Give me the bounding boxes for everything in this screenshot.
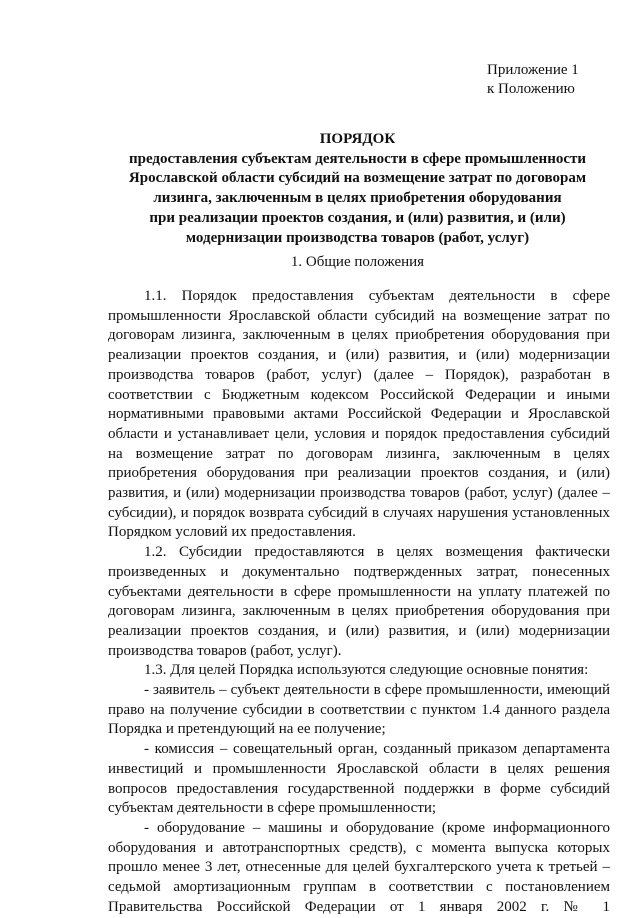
paragraph-1-2: 1.2. Субсидии предоставляются в целях возмещения фактически произведенных и документально подтвержденных затрат, понесенных субъектами деятельности в сфере промышленности на уплату платежей по договорам лизинга, заключенным в целях приобретения оборудования при реализации проектов создания, и (или) развития, и (или) модернизации производства товаров (работ, услуг).	[108, 544, 610, 659]
title-line: модернизации производства товаров (работ, услуг)	[185, 229, 530, 246]
document-title	[100, 130, 615, 248]
document-body	[108, 287, 610, 918]
paragraph-1-1: 1.1. Порядок предоставления субъектам деятельности в сфере промышленности Ярославской области субсидий на возмещение затрат по договорам лизинга, заключенным в целях приобретения оборудования при реализации проектов создания, и (или) развития, и (или) модернизации производства товаров (работ, услуг) (далее – Порядок), разработан в соответствии с Бюджетным кодексом Российской Федерации и иными нормативными правовыми актами Российской Федерации и Ярославской области и устанавливает цели, условия и порядок предоставления субсидий на возмещение затрат по договорам лизинга, заключенным в целях приобретения оборудования при реализации проектов создания, и (или) развития, и (или) модернизации производства товаров (работ, услуг) (далее – субсидии), и порядок возврата субсидий в случаях нарушения установленных Порядком условий их предоставления.	[108, 288, 610, 541]
paragraph-1-3: 1.3. Для целей Порядка используются следующие основные понятия:	[144, 662, 589, 679]
title-line: при реализации проектов создания, и (или) развития, и (или)	[149, 209, 566, 226]
title-line: Ярославской области субсидий на возмещение затрат по договорам	[128, 170, 587, 187]
title-line: предоставления субъектам деятельности в сфере промышленности	[128, 150, 587, 167]
title-heading: ПОРЯДОК	[319, 131, 396, 147]
appendix-line-1: Приложение 1	[487, 62, 579, 78]
definition-commission: - комиссия – совещательный орган, созданный приказом департамента инвестиций и промышленности Ярославской области в целях решения вопросов предоставления государственной поддержки в форме субсидий субъектам деятельности в сфере промышленности;	[108, 741, 610, 817]
section-heading: 1. Общие положения	[290, 254, 425, 270]
definition-applicant: - заявитель – субъект деятельности в сфере промышленности, имеющий право на получение субсидии в соответствии с пунктом 1.4 данного раздела Порядка и претендующий на ее получение;	[108, 682, 610, 738]
title-line: лизинга, заключенным в целях приобретения оборудования	[153, 190, 562, 207]
definition-equipment: - оборудование – машины и оборудование (кроме информационного оборудования и автотранспортных средств), с момента выпуска которых прошло менее 3 лет, отнесенные для целей бухгалтерского учета к третьей – седьмой амортизационным группам в соответствии с постановлением Правительства Российской Федерации от 1 января 2002 г. № 1	[108, 819, 610, 915]
appendix-line-2: к Положению	[487, 81, 575, 97]
appendix-note	[487, 61, 579, 99]
